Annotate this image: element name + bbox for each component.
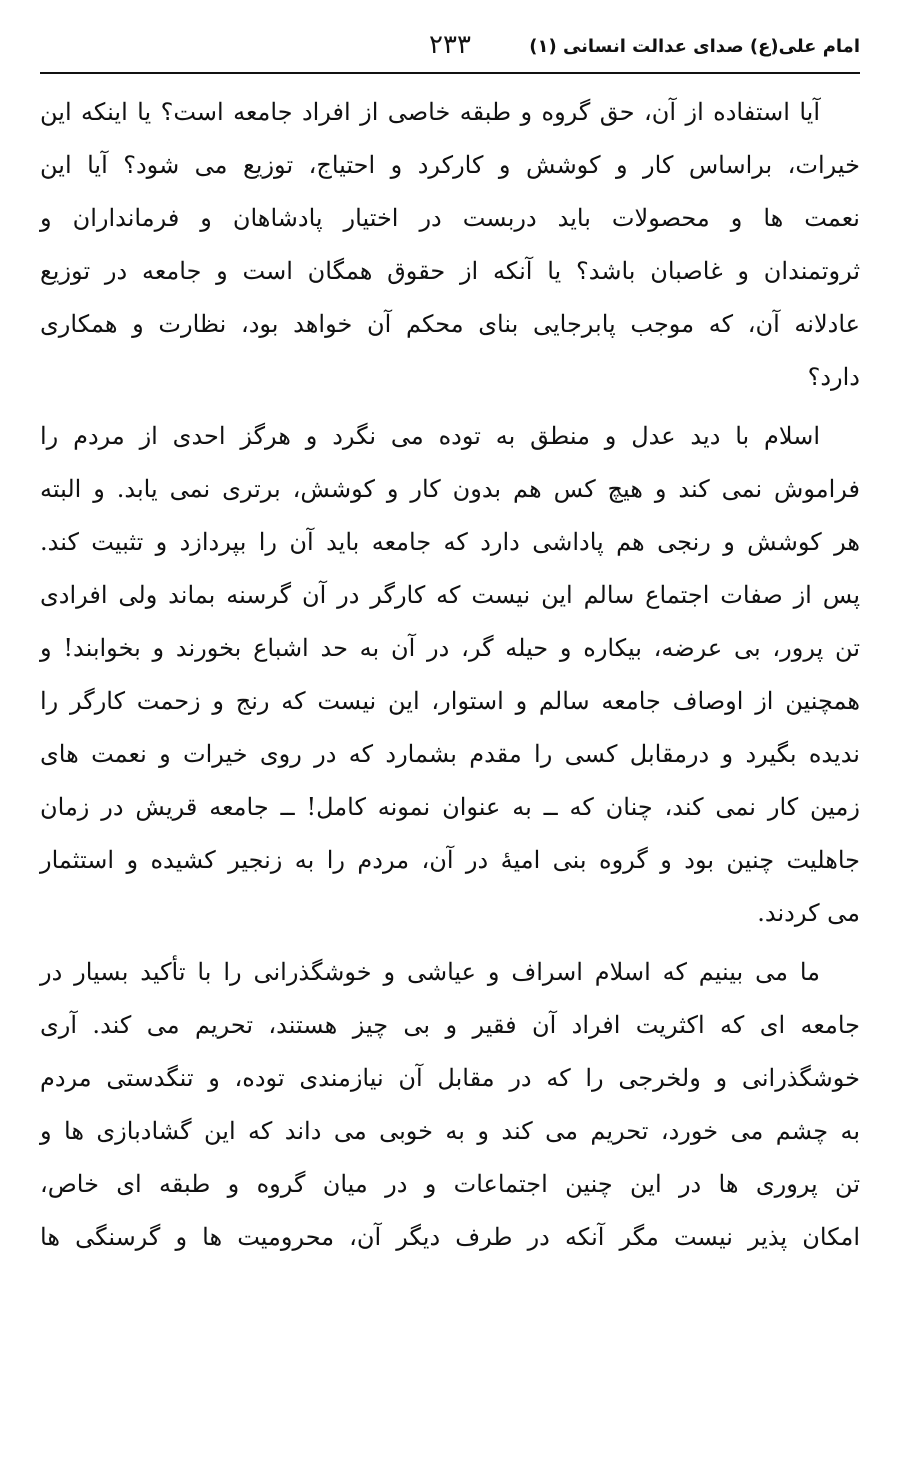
page-body — [40, 86, 860, 1264]
text-line: ثروتمندان و غاصبان باشد؟ یا آنکه از حقوق همگان است و جامعه در توزیع — [40, 257, 860, 285]
header-rule — [40, 72, 860, 74]
text-line: ما می بینیم که اسلام اسراف و عیاشی و خوشگذرانی را با تأکید بسیار در — [40, 958, 820, 986]
text-line: خیرات، براساس کار و کوشش و کارکرد و احتیاج، توزیع می شود؟ آیا این — [40, 151, 860, 179]
text-line: جامعه ای که اکثریت افراد آن فقیر و بی چیز هستند، تحریم می کند. آری — [40, 1011, 860, 1039]
text-line: اسلام با دید عدل و منطق به توده می نگرد و هرگز احدی از مردم را — [40, 422, 820, 450]
text-line: همچنین از اوصاف جامعه سالم و استوار، این نیست که رنج و زحمت کارگر را — [40, 687, 860, 715]
text-line: نعمت ها و محصولات باید دربست در اختیار پادشاهان و فرمانداران و — [40, 204, 860, 232]
text-line: فراموش نمی کند و هیچ کس هم بدون کار و کوشش، برتری نمی یابد. و البته — [40, 475, 860, 503]
text-line: آیا استفاده از آن، حق گروه و طبقه خاصی از افراد جامعه است؟ یا اینکه این — [40, 98, 820, 126]
text-line: دارد؟ — [807, 363, 860, 391]
text-line: تن پروری ها در این چنین اجتماعات و در میان گروه و طبقه ای خاص، — [40, 1170, 860, 1198]
paragraph — [40, 86, 860, 404]
text-line: زمین کار نمی کند، چنان که ــ به عنوان نمونه کامل! ــ جامعه قریش در زمان — [40, 793, 860, 821]
text-line: به چشم می خورد، تحریم می کند و به خوبی می داند که این گشادبازی ها و — [40, 1117, 860, 1145]
running-title: امام علی(ع) صدای عدالت انسانی (۱) — [529, 36, 860, 57]
paragraph — [40, 946, 860, 1264]
text-line: تن پرور، بی عرضه، بیکاره و حیله گر، در آن به حد اشباع بخورند و بخوابند! و — [40, 634, 860, 662]
page-number: ۲۳۳ — [429, 30, 471, 60]
text-line: می کردند. — [757, 899, 860, 927]
text-line: هر کوشش و رنجی هم پاداشی دارد که جامعه باید آن را بپردازد و تثبیت کند. — [40, 528, 860, 556]
text-line: ندیده بگیرد و درمقابل کسی را مقدم بشمارد که در روی خیرات و نعمت های — [40, 740, 860, 768]
text-line: پس از صفات اجتماع سالم این نیست که کارگر در آن گرسنه بماند ولی افرادی — [40, 581, 861, 609]
text-line: جاهلیت چنین بود و گروه بنی امیهٔ در آن، مردم را به زنجیر کشیده و استثمار — [40, 846, 860, 874]
text-line: امکان پذیر نیست مگر آنکه در طرف دیگر آن، محرومیت ها و گرسنگی ها — [40, 1223, 860, 1251]
page-header — [40, 28, 860, 70]
text-line: عادلانه آن، که موجب پابرجایی بنای محکم آن خواهد بود، نظارت و همکاری — [40, 310, 860, 338]
paragraph — [40, 410, 860, 940]
text-line: خوشگذرانی و ولخرجی را که در مقابل آن نیازمندی توده، و تنگدستی مردم — [40, 1064, 860, 1092]
